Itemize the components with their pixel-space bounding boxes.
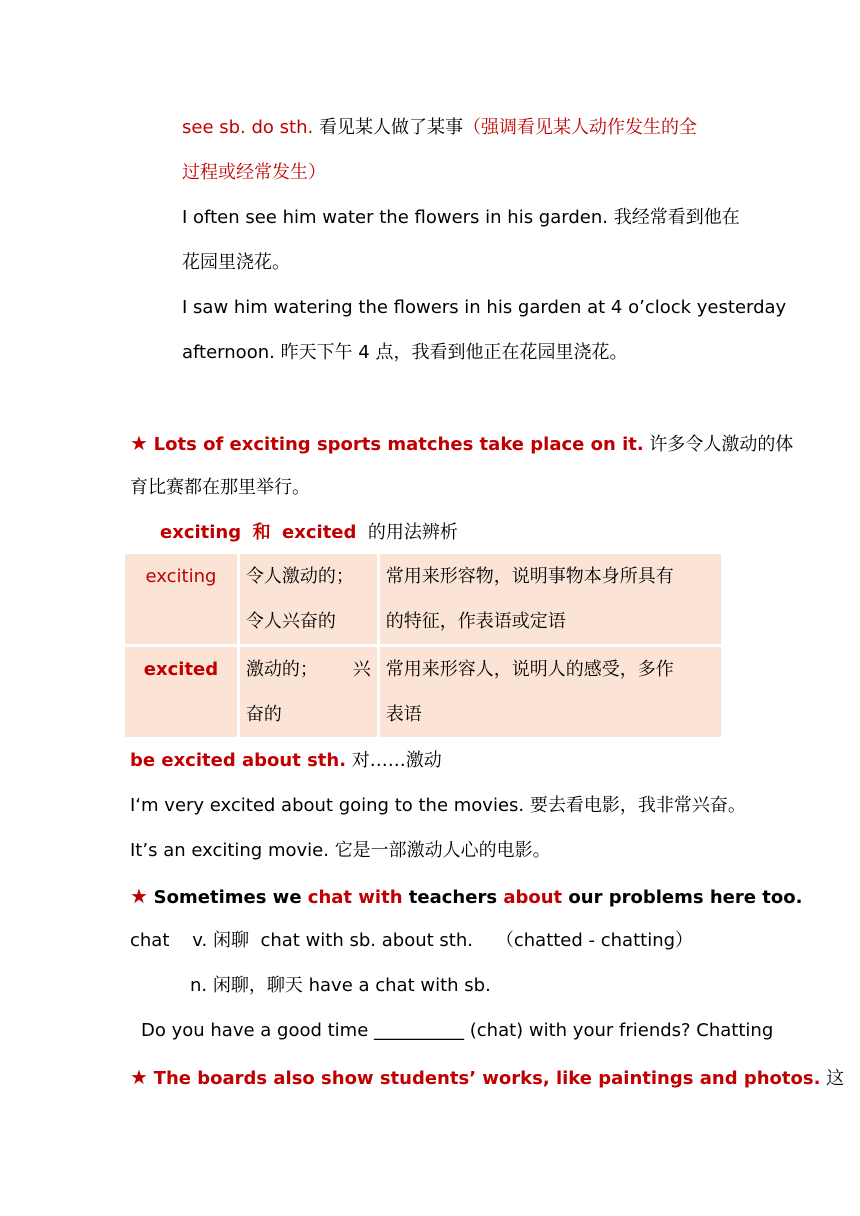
chat-verb-meaning: 闲聊 [213,930,250,951]
table-meaning-line: 令人兴奋的 [245,611,336,632]
see-phrase-line [182,116,697,140]
boards-sentence: The boards also show students’ works, like paintings and photos. [153,1068,821,1089]
star-icon: ★ [130,884,148,908]
subtitle-rest: 的用法辨析 [367,522,458,543]
chat-verb-forms: （chatted - chatting） [495,930,694,951]
table-meaning [240,554,377,644]
table-row [125,554,721,644]
table-usage [380,644,721,737]
chat-sentence-highlight: about [503,887,563,908]
chat-word: chat [130,930,170,951]
see-example-1-zh: 我经常看到他在 [613,207,740,228]
exciting-example-2-en: It’s an exciting movie. [130,840,329,861]
excited-example-1 [130,794,746,818]
chat-verb-phrase: chat with sb. about sth. [260,930,473,951]
see-example-1-en: I often see him water the flowers in his garden. [182,207,608,228]
table-usage [380,554,721,644]
subtitle-word-excited: excited [282,522,357,543]
chat-noun-meaning: 闲聊，聊天 [212,975,303,996]
boards-sentence-line [130,1065,844,1091]
see-example-1 [182,206,740,230]
see-example-1-zh-cont: 花园里浇花。 [182,252,290,273]
chat-sentence-part: teachers [402,887,504,908]
excited-phrase: be excited about sth. [130,750,347,771]
exciting-translation: 许多令人激动的体 [649,434,794,455]
see-example-2-en: I saw him watering the flowers in his garden at 4 o’clock yesterday [182,297,787,318]
chat-sentence-part: our problems here too. [562,887,803,908]
table-row [125,644,721,737]
chat-noun-pos: n. [190,975,208,996]
see-note-1: （强调看见某人动作发生的全 [462,117,697,138]
see-meaning: 看见某人做了某事 [318,117,463,138]
table-meaning-line: 令人激动的； [245,566,354,587]
see-note-2: 过程或经常发生） [182,162,326,183]
chat-noun-phrase: have a chat with sb. [308,975,491,996]
see-example-2-line2 [182,341,627,365]
chat-verb-pos: v. [192,930,208,951]
table-meaning-part: 激动的； [245,659,318,680]
chat-verb-line [130,929,693,953]
table-meaning-part: 兴 [352,659,371,680]
exciting-example-2 [130,839,551,863]
exciting-subtitle [160,521,458,545]
table-usage-line: 的特征，作表语或定语 [385,611,566,632]
exciting-sentence-line [130,431,793,457]
subtitle-and: 和 [252,522,271,543]
excited-phrase-line [130,749,442,773]
table-meaning-line [246,647,371,692]
excited-example-1-zh: 要去看电影，我非常兴奋。 [529,795,746,816]
comparison-table [122,554,724,737]
chat-sentence-highlight: chat with [307,887,403,908]
exciting-sentence: Lots of exciting sports matches take place on it. [153,434,644,455]
table-usage-line: 常用来形容物，说明事物本身所具有 [385,566,674,587]
table-term: excited [125,644,237,737]
chat-sentence-line [130,884,802,910]
chat-noun-line [190,974,491,998]
table-term: exciting [125,554,237,644]
table-usage-line: 常用来形容人，说明人的感受，多作 [385,659,674,680]
table-usage-line: 表语 [385,704,422,725]
excited-example-1-en: I‘m very excited about going to the movies. [130,795,525,816]
exciting-translation-cont: 育比赛都在那里举行。 [130,477,310,498]
table-meaning-line: 奋的 [245,704,282,725]
see-example-2-zh: 昨天下午 4 点，我看到他正在花园里浇花。 [280,342,628,363]
table-meaning [240,644,377,737]
see-phrase: see sb. do sth. [182,117,314,138]
star-icon: ★ [130,431,148,455]
see-example-2-en-cont: afternoon. [182,342,275,363]
chat-sentence-part: Sometimes we [153,887,308,908]
star-icon: ★ [130,1065,148,1089]
boards-translation: 这 [826,1068,845,1089]
exciting-example-2-zh: 它是一部激动人心的电影。 [334,840,551,861]
chat-exercise: Do you have a good time __________ (chat) with your friends? Chatting [141,1020,774,1041]
excited-phrase-meaning: 对……激动 [351,750,442,771]
subtitle-word-exciting: exciting [160,522,242,543]
